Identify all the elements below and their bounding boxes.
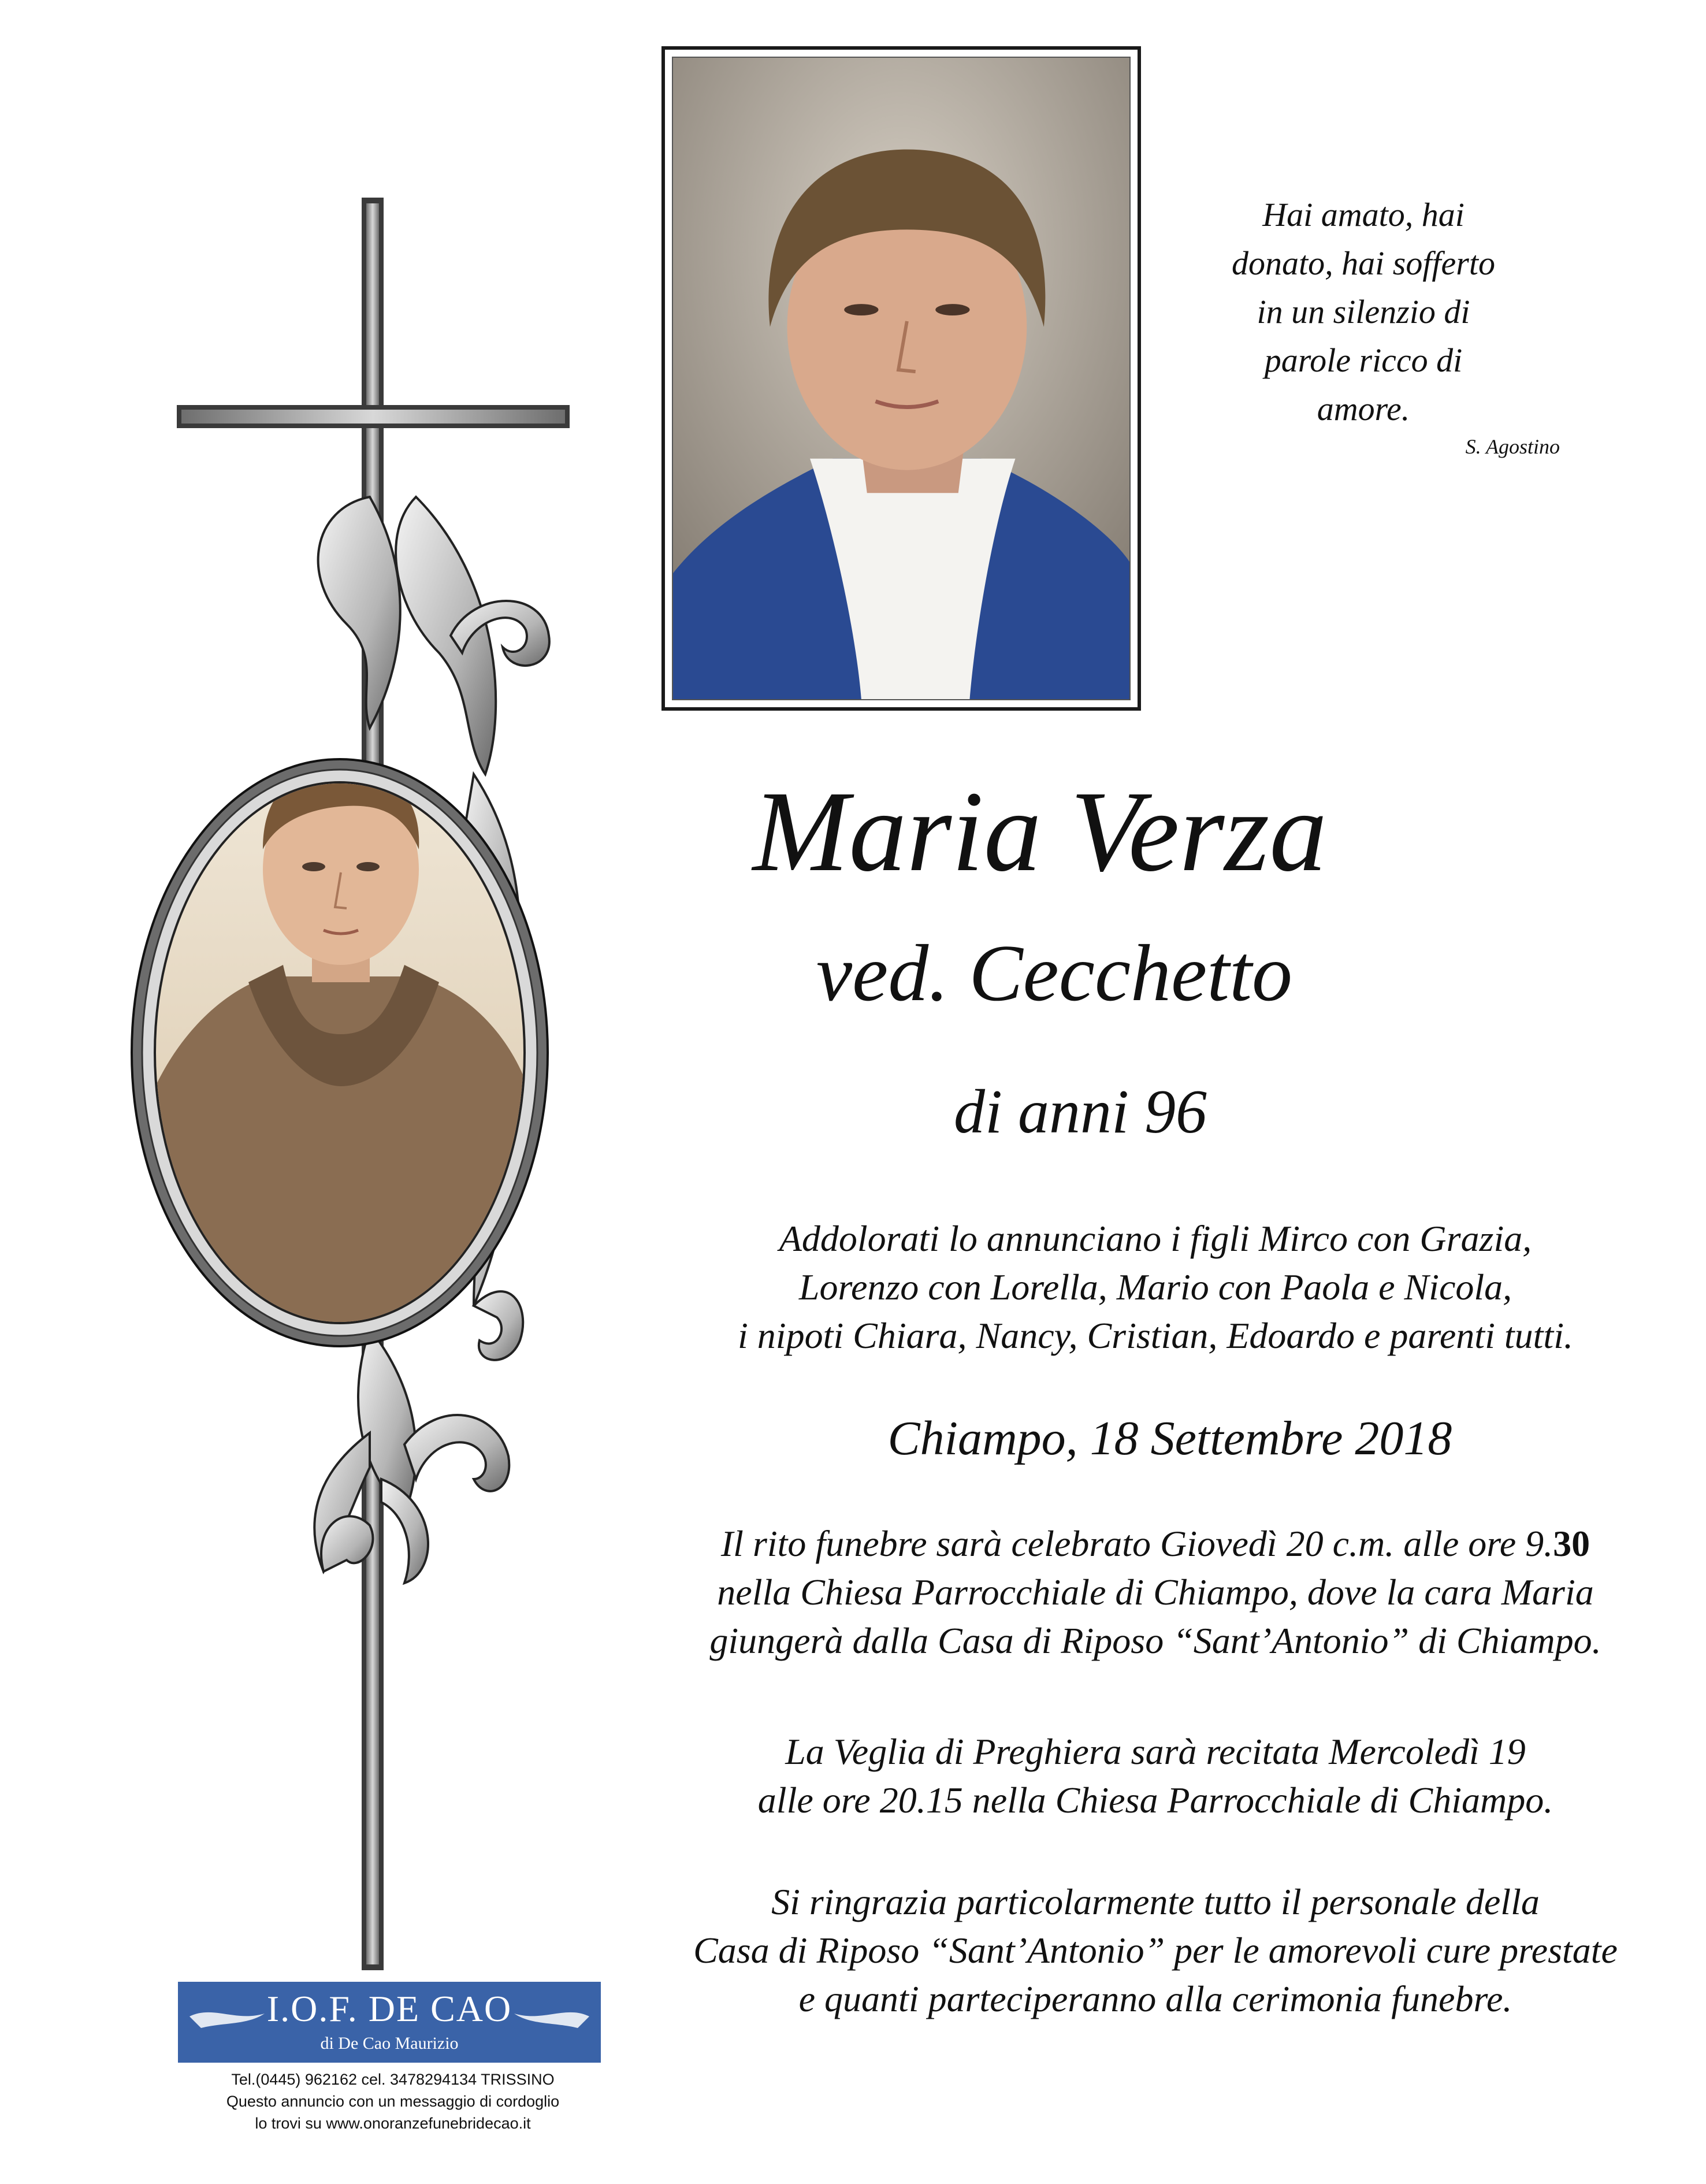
funeral-details — [664, 1520, 1646, 1665]
funeral-line: giungerà dalla Casa di Riposo “Sant’Antonio” di Chiampo. — [709, 1620, 1601, 1661]
announcement-line: i nipoti Chiara, Nancy, Cristian, Edoardo e parenti tutti. — [738, 1315, 1573, 1356]
funeral-home-owner: di De Cao Maurizio — [320, 2034, 459, 2053]
announcement-line: Addolorati lo annunciano i figli Mirco con Grazia, — [779, 1218, 1532, 1259]
deceased-married-name: ved. Cecchetto — [816, 928, 1292, 1018]
contact-line: Tel.(0445) 962162 cel. 3478294134 TRISSINO — [231, 2071, 555, 2088]
funeral-time-bold: 30 — [1553, 1523, 1590, 1564]
thanks-line: Si ringrazia particolarmente tutto il personale della — [771, 1881, 1540, 1922]
funeral-home-logo — [178, 1982, 601, 2063]
quote-lines — [1225, 191, 1502, 433]
deceased-portrait — [673, 58, 1129, 699]
contact-line: Questo annuncio con un messaggio di cordoglio — [226, 2093, 560, 2110]
quote-line: parole ricco di — [1264, 341, 1463, 379]
funeral-line — [664, 1520, 1646, 1568]
quote-line: amore. — [1317, 390, 1410, 428]
vigil-line: alle ore 20.15 nella Chiesa Parrocchiale di Chiampo. — [757, 1780, 1553, 1821]
announcement-line: Lorenzo con Lorella, Mario con Paola e Nicola, — [798, 1266, 1512, 1308]
quote-line: donato, hai sofferto — [1232, 244, 1495, 282]
contact-link[interactable]: lo trovi su www.onoranzefunebridecao.it — [255, 2115, 531, 2132]
vigil-line: La Veglia di Preghiera sarà recitata Mercoledì 19 — [785, 1731, 1526, 1772]
quote-author: S. Agostino — [1465, 435, 1560, 458]
deceased-portrait-frame — [661, 46, 1141, 711]
deceased-age: di anni 96 — [953, 1078, 1207, 1146]
announcement — [664, 1214, 1646, 1360]
thanks-line: Casa di Riposo “Sant’Antonio” per le amorevoli cure prestate — [693, 1930, 1618, 1971]
deceased-name: Maria Verza — [752, 768, 1328, 896]
vigil-details — [664, 1728, 1646, 1825]
quote-line: Hai amato, hai — [1262, 196, 1465, 233]
funeral-home-name: I.O.F. DE CAO — [266, 1988, 512, 2029]
funeral-home-contact — [173, 2068, 612, 2134]
place-date: Chiampo, 18 Settembre 2018 — [887, 1412, 1452, 1465]
quote-line: in un silenzio di — [1257, 293, 1470, 330]
thanks — [664, 1878, 1646, 2023]
thanks-line: e quanti parteciperanno alla cerimonia funebre. — [798, 1978, 1512, 2019]
quote-block — [1225, 191, 1502, 433]
cross-ornament — [0, 0, 635, 2022]
funeral-line: nella Chiesa Parrocchiale di Chiampo, dove la cara Maria — [717, 1572, 1594, 1613]
funeral-line-text: Il rito funebre sarà celebrato Giovedì 20 c.m. alle ore 9. — [720, 1523, 1553, 1564]
